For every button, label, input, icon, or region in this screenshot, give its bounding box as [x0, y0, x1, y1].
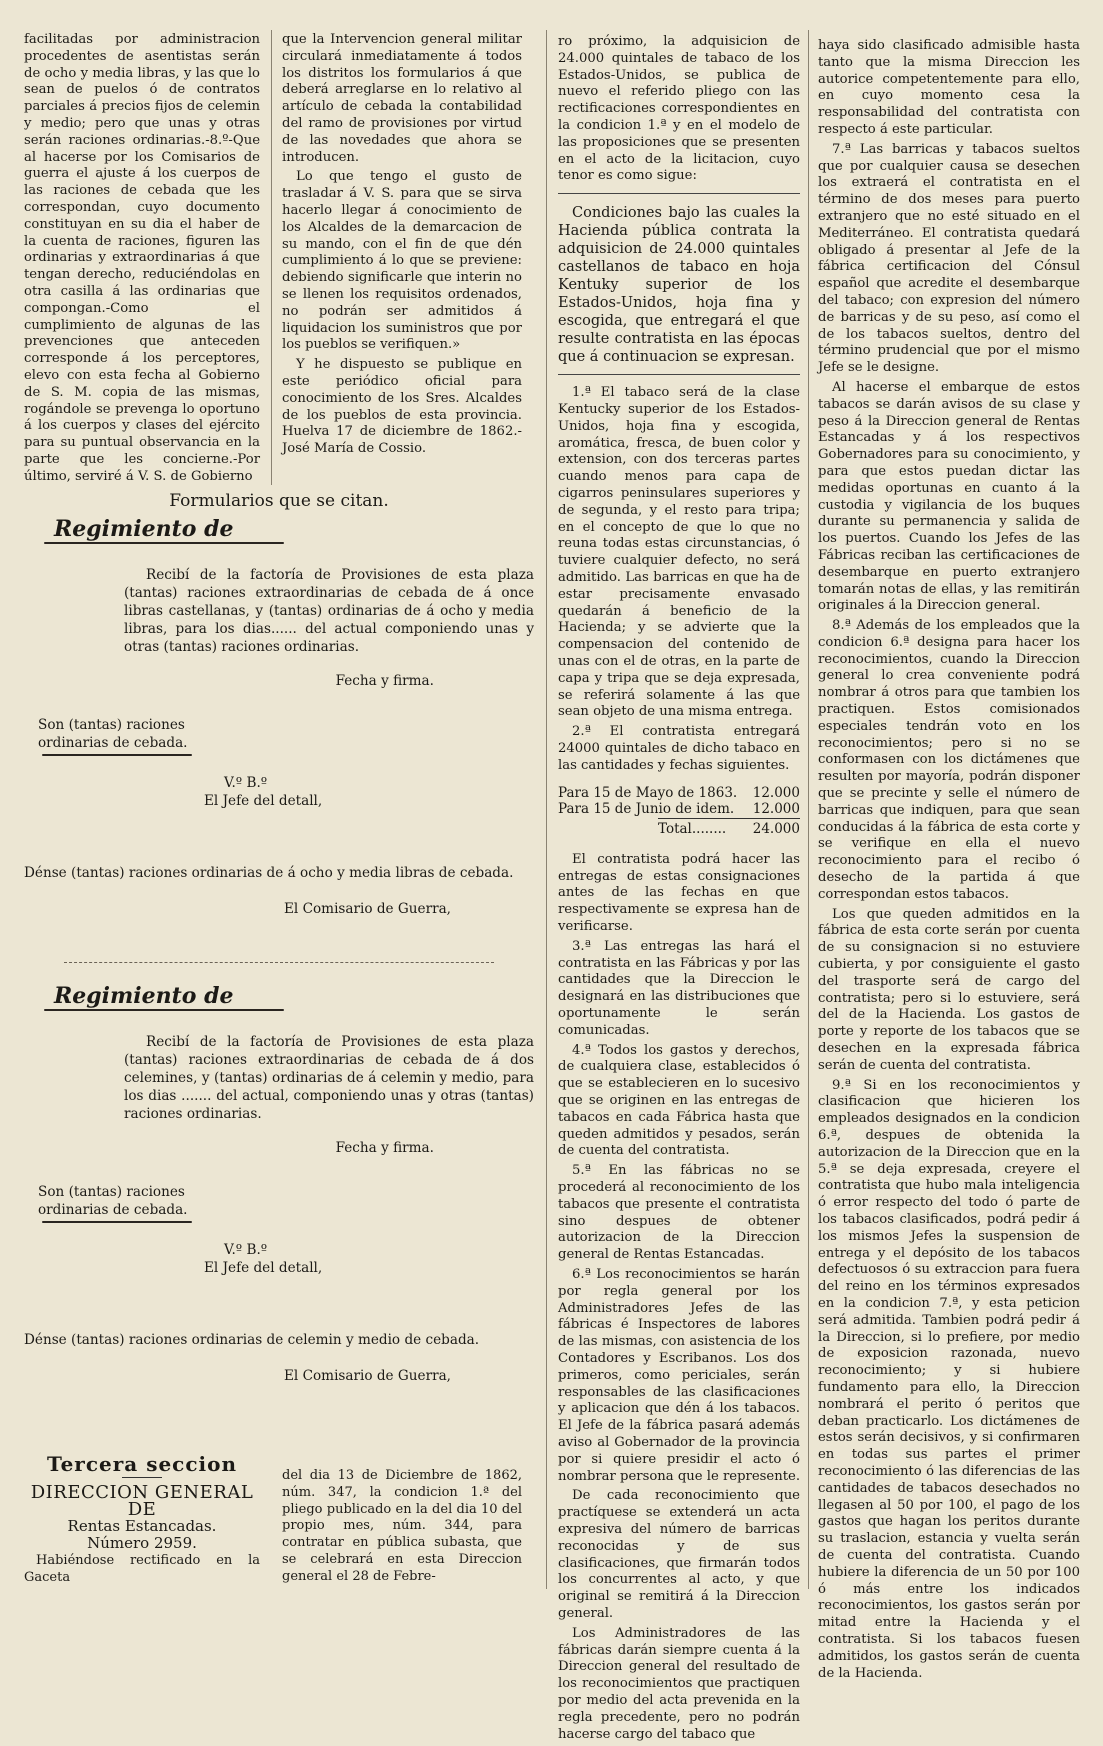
comisario: El Comisario de Guerra, [284, 1368, 451, 1384]
visto-bueno: V.º B.º [224, 775, 268, 791]
direccion-heading: DIRECCION GENERAL DE [30, 1482, 254, 1520]
dashed-separator [64, 962, 494, 963]
regimiento-heading: Regimiento de [54, 983, 234, 1009]
column-3 [558, 34, 800, 1746]
rule [558, 374, 800, 375]
paragraph: del dia 13 de Diciembre de 1862, núm. 347, la condicion 1.ª del pliego publicado en la del dia 10 del propio mes, núm. 344, para contratar en pública subasta, que se celebrará en esta Direccion general el 28 de Febre- [282, 1468, 522, 1584]
flourish-rule [44, 1009, 284, 1011]
paragraph: De cada reconocimiento que practíquese se extenderá un acta expresiva del número de barricas reconocidas y de sus clasificaciones, que firmarán todos los concurrentes al acto, y que original se remitirá á la Direccion general. [558, 1488, 800, 1621]
condicion-7: 7.ª Las barricas y tabacos sueltos que por cualquier causa se desechen los extraerá el contratista en el término de dos meses para puerto extranjero que no esté situado en el Mediterráneo. El contratista quedará obligado á presentar al Jefe de la fábrica certificacion del Cónsul español que acredite el desembarque del tabaco; con expresion del número de barricas y de su peso, así como el de los tabacos sueltos, dentro del término prudencial que por el mismo Jefe se le designe. [818, 141, 1080, 376]
paragraph: facilitadas por administracion procedentes de asentistas serán de ocho y media libras, y las que lo sean de puelos ó de contratos parciales á precios fijos de celemin y medio; pero que unas y otras serán raciones ordinarias.-8.º-Que al hacerse por los Comisarios de guerra el ajuste á los cuerpos de las raciones de cebada que les correspondan, cuyo documento constituyan en su dia el haber de la cuenta de raciones, figuren las ordinarias y extraordinarias á que tengan derecho, reduciéndolas en otra casilla á las ordinarias que compongan.-Como el cumplimiento de algunas de las prevenciones que anteceden corresponde á los perceptores, elevo con esta fecha al Gobierno de S. M. copia de las mismas, rogándole se prevenga lo oportuno á los cuerpos y clases del ejército para su puntual observancia en la parte que les concierne.-Por último, serviré á V. S. de Gobierno [24, 32, 260, 484]
paragraph: que la Intervencion general militar circulará inmediatamente á todos los distritos los formularios á que deberá arreglarse en lo relativo al artículo de cebada la contabilidad del ramo de provisiones por virtud de las novedades que ahora se introducen. [282, 32, 522, 165]
schedule-total: Total........ 24.000 [658, 818, 800, 838]
column-rule [271, 30, 272, 485]
paragraph: El contratista podrá hacer las entregas de estas consignaciones antes de las fechas en que respectivamente se expresa han de verificarse. [558, 851, 800, 935]
condicion-5: 5.ª En las fábricas no se procederá al reconocimiento de los tabacos que presente el contratista sino despues de obtener autorizacion de la Direccion general de Rentas Estancadas. [558, 1163, 800, 1263]
section-title: Tercera seccion [46, 1452, 238, 1476]
delivery-schedule [558, 785, 800, 838]
column-4 [818, 38, 1080, 1685]
paragraph: Lo que tengo el gusto de trasladar á V. S. para que se sirva hacerlo llegar á conocimiento de los Alcaldes de la demarcacion de su mando, con el fin de que dén cumplimiento á lo que se previene: debiendo significarle que interin no se llenen los requisitos ordenados, no podrán ser admitidos á liquidacion los suministros que por los pueblos se verifiquen.» [282, 169, 522, 353]
schedule-row: Para 15 de Junio de idem. 12.000 [558, 801, 800, 818]
rule [558, 193, 800, 194]
condicion-1: 1.ª El tabaco será de la clase Kentucky superior de los Estados-Unidos, hoja fina y escogida, aromática, fresca, de buen color y extension, con dos terceras partes cuando menos para capa de cigarros peninsulares superiores y de segunda, y el resto para tripa; en el concepto de que lo que no reuna todas estas circunstancias, ó tuviere cualquier defecto, no será admitido. Las barricas en que ha de estar precisamente envasado quedarán á beneficio de la Hacienda; y se advierte que la compensacion del contenido de unas con el de otras, en la parte de capa y tripa que se deja expresada, se referirá solamente á las que sean objeto de una misma entrega. [558, 385, 800, 720]
section-title: Formularios que se citan. [169, 491, 389, 511]
numero: Número 2959. [87, 1534, 197, 1552]
flourish-rule [44, 542, 284, 544]
paragraph: Al hacerse el embarque de estos tabacos se darán avisos de su clase y peso á la Direccion general de Rentas Estancadas y á los respectivos Gobernadores para su conocimiento, y para que estos puedan dictar las medidas oportunas en cuanto á la custodia y vigilancia de los buques durante su permanencia y salida de los puertos. Cuando los Jefes de las Fábricas reciban las certificaciones de desembarque en puerto extranjero tomarán notas de ellas, y las remitirán originales á la Direccion general. [818, 379, 1080, 614]
paragraph: Habiéndose rectificado en la Gaceta [24, 1553, 260, 1585]
tercera-continuation [282, 1468, 522, 1586]
column-1 [24, 32, 260, 489]
condicion-2: 2.ª El contratista entregará 24000 quintales de dicho tabaco en las cantidades y fechas siguientes. [558, 724, 800, 773]
rentas-heading: Rentas Estancadas. [67, 1517, 217, 1535]
son-raciones: Son (tantas) raciones ordinarias de cebada. [38, 1184, 188, 1218]
column-rule [546, 30, 547, 1589]
paragraph: ro próximo, la adquisicion de 24.000 quintales de tabaco de los Estados-Unidos, se publica de nuevo el referido pliego con las rectificaciones correspondientes en la condicion 1.ª y en el modelo de las proposiciones que se presenten en el acto de la licitacion, cuyo tenor es como sigue: [558, 34, 800, 184]
comisario: El Comisario de Guerra, [284, 901, 451, 917]
paragraph: Y he dispuesto se publique en este periódico oficial para conocimiento de los Sres. Alcaldes de los pueblos de esta provincia. Huelva 17 de diciembre de 1862.-José María de Cossio. [282, 357, 522, 457]
condicion-9: 9.ª Si en los reconocimientos y clasificacion que hicieren los empleados designados en la condicion 6.ª, despues de obtenida la autorizacion de la Direccion que en la 5.ª se deja expresada, creyere el contratista que hubo mala inteligencia ó error respecto del todo ó parte de los tabacos clasificados, podrá pedir á los mismos Jefes la suspension de entrega y el depósito de los tabacos defectuosos ó su extraccion para fuera del reino en los términos expresados en la condicion 7.ª, y esta peticion será admitida. Tambien podrá pedir á la Direccion, si lo prefiere, por medio de exposicion razonada, nuevo reconocimiento; y si hubiere fundamento para ello, la Direccion nombrará el perito ó peritos que deban practicarlo. Los dictámenes de estos serán decisivos, y si confirmaren en todas sus partes el primer reconocimiento ó las diferencias de las cantidades de tabacos desechados no llegasen al 50 por 100, el pago de los gastos que hagan los peritos durante su traslacion, estancia y vuelta serán de cuenta del contratista. Cuando hubiere la diferencia de un 50 por 100 ó más entre los indicados reconocimientos, los gastos serán por mitad entre la Hacienda y el contratista. Si los tabacos fuesen admitidos, los gastos serán de cuenta de la Hacienda. [818, 1077, 1080, 1681]
regimiento-heading: Regimiento de [54, 516, 234, 542]
condicion-4: 4.ª Todos los gastos y derechos, de cualquiera clase, establecidos ó que se establecieren en lo sucesivo que se originen en las entregas de tabacos en cada Fábrica hasta que queden admitidos y pesados, serán de cuenta del contratista. [558, 1042, 800, 1159]
fecha-firma: Fecha y firma. [335, 673, 434, 689]
visto-bueno: V.º B.º [224, 1242, 268, 1258]
jefe-detall: El Jefe del detall, [204, 793, 323, 809]
column-rule [808, 30, 809, 1589]
condicion-6: 6.ª Los reconocimientos se harán por regla general por los Administradores Jefes de las fábricas é Inspectores de labores de las mismas, con asistencia de los Contadores y Escribanos. Los dos primeros, como periciales, serán responsables de las clasificaciones y aplicacion que dén á los tabacos. El Jefe de la fábrica pasará además aviso al Gobernador de la provincia por si quiere presidir el acto ó nombrar persona que le represente. [558, 1267, 801, 1484]
jefe-detall: El Jefe del detall, [204, 1260, 323, 1276]
paragraph: haya sido clasificado admisible hasta tanto que la misma Direccion les autorice competentemente para ello, en cuyo momento cesa la responsabilidad del contratista con respecto á este particular. [818, 38, 1080, 137]
receipt-text: Recibí de la factoría de Provisiones de esta plaza (tantas) raciones extraordinarias de cebada de á once libras castellanas, y (tantas) ordinarias de á ocho y media libras, para los dias...... del actual componiendo unas y otras (tantas) raciones ordinarias. [124, 567, 534, 655]
flourish-rule [42, 754, 192, 756]
tercera-seccion [24, 1452, 260, 1586]
condiciones-heading: Condiciones bajo las cuales la Hacienda pública contrata la adquisicion de 24.000 quintales castellanos de tabaco en hoja Kentuky superior de los Estados-Unidos, hoja fina y escogida, que entregará el que resulte contratista en las épocas que á continuacion se expresan. [558, 205, 800, 366]
formularios-section [24, 492, 534, 1385]
son-raciones: Son (tantas) raciones ordinarias de cebada. [38, 717, 188, 751]
paragraph: Los Administradores de las fábricas darán siempre cuenta á la Direccion general del resultado de los reconocimientos que practiquen por medio del acta prevenida en la regla precedente, pero no podrán hacerse cargo del tabaco que [558, 1625, 800, 1742]
receipt-text: Recibí de la factoría de Provisiones de esta plaza (tantas) raciones extraordinarias de cebada de á dos celemines, y (tantas) ordinarias de á celemin y medio, para los dias ....... del actual, componiendo unas y otras (tantas) raciones ordinarias. [124, 1034, 534, 1122]
condicion-3: 3.ª Las entregas las hará el contratista en las Fábricas y por las cantidades que la Direccion le designará en las distribuciones que oportunamente le serán comunicadas. [558, 938, 800, 1038]
flourish-rule [42, 1221, 192, 1223]
fecha-firma: Fecha y firma. [335, 1140, 434, 1156]
short-rule [122, 1477, 162, 1478]
condicion-8: 8.ª Además de los empleados que la condicion 6.ª designa para hacer los reconocimientos, cuando la Direccion general lo crea conveniente podrá nombrar á otros para que tambien los practiquen. Estos comisionados especiales tendrán voto en los reconocimientos; pero si no se conformasen con los dictámenes que resulten por mayoría, podrán disponer que se precinte y selle el número de barricas que indiquen, para que sean conducidas á la fábrica de esta corte y se verifique en ella el nuevo reconocimiento para el recibo ó desecho de la partida á que correspondan estos tabacos. [818, 618, 1080, 902]
paragraph: Los que queden admitidos en la fábrica de esta corte serán por cuenta de su consignacion si no estuviere cubierta, y por consiguiente el gasto del trasporte será de cargo del contratista; pero si lo estuviere, será del de la Hacienda. Los gastos de porte y reporte de los tabacos que se desechen en la expresada fábrica serán de cuenta del contratista. [818, 906, 1080, 1073]
dense-raciones: Dénse (tantas) raciones ordinarias de celemin y medio de cebada. [24, 1332, 480, 1348]
schedule-row: Para 15 de Mayo de 1863. 12.000 [558, 784, 800, 801]
column-2 [282, 32, 522, 461]
dense-raciones: Dénse (tantas) raciones ordinarias de á ocho y media libras de cebada. [24, 865, 514, 881]
